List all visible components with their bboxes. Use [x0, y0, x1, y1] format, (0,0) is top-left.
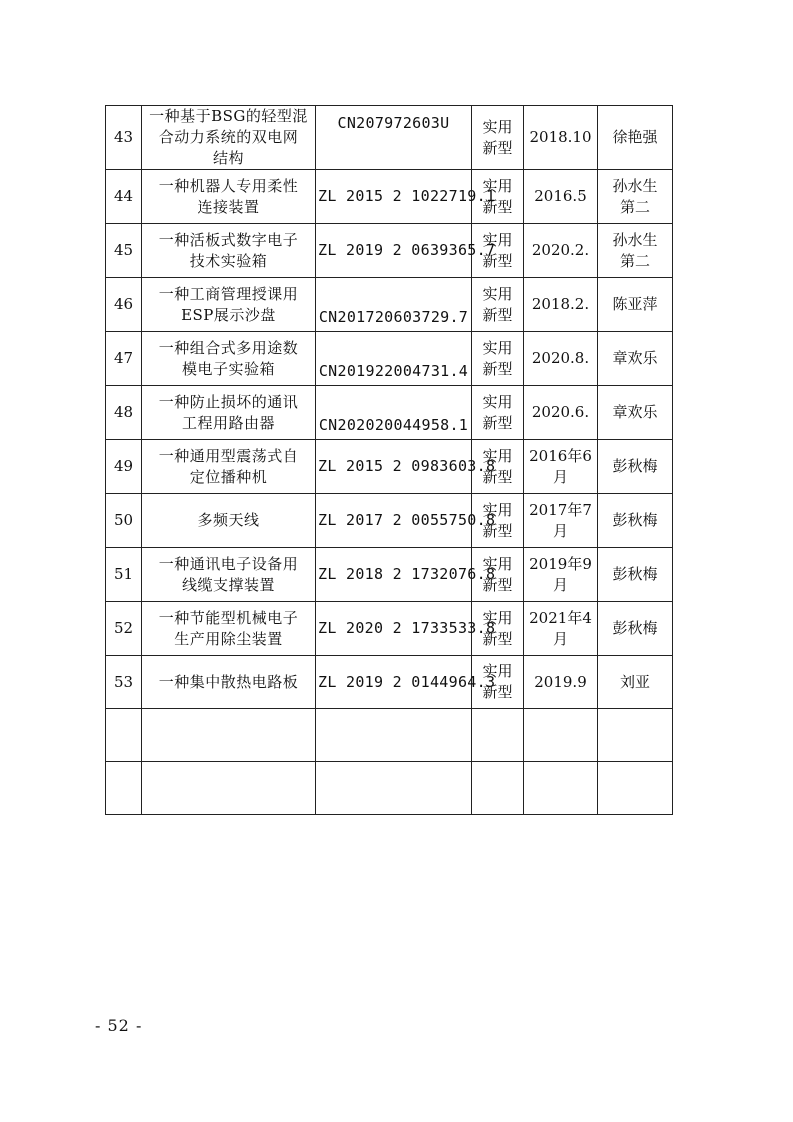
date-line: 2016年6 [529, 446, 592, 465]
table-row [106, 656, 673, 709]
type-line: 新型 [482, 629, 513, 648]
type-line: 新型 [482, 251, 513, 270]
grant-date: 2020.2. [524, 224, 598, 278]
row-number: 51 [106, 548, 142, 602]
inventor-line: 第二 [619, 197, 650, 216]
type-line: 新型 [482, 467, 513, 486]
type-line: 新型 [482, 575, 513, 594]
inventor: 陈亚萍 [598, 278, 673, 332]
table-row [106, 602, 673, 656]
table-row [106, 548, 673, 602]
type-line: 实用 [482, 392, 513, 411]
empty-cell [598, 762, 673, 815]
patent-name [142, 224, 316, 278]
table-row [106, 278, 673, 332]
patent-name [142, 656, 316, 709]
type-line: 实用 [482, 117, 513, 136]
row-number: 43 [106, 106, 142, 170]
grant-date: 2020.6. [524, 386, 598, 440]
inventor: 章欢乐 [598, 332, 673, 386]
row-number: 46 [106, 278, 142, 332]
name-line: 一种组合式多用途数 [158, 338, 299, 357]
name-line: 技术实验箱 [189, 251, 268, 270]
patent-name [142, 332, 316, 386]
type-line: 实用 [482, 446, 513, 465]
patent-number: CN201720603729.7 [316, 278, 472, 332]
empty-cell [106, 709, 142, 762]
type-line: 新型 [482, 683, 513, 701]
type-line: 新型 [482, 521, 513, 540]
name-line: 定位播种机 [189, 467, 268, 486]
inventor: 刘亚 [598, 656, 673, 709]
table-row [106, 170, 673, 224]
type-line: 新型 [482, 305, 513, 324]
empty-cell [316, 762, 472, 815]
name-line: 线缆支撑装置 [181, 575, 275, 594]
type-line: 新型 [482, 413, 513, 432]
inventor: 彭秋梅 [598, 440, 673, 494]
patent-name [142, 602, 316, 656]
row-number: 52 [106, 602, 142, 656]
type-line: 实用 [482, 662, 513, 680]
table-row [106, 224, 673, 278]
name-line: 一种通讯电子设备用 [158, 554, 299, 573]
grant-date: 2020.8. [524, 332, 598, 386]
empty-cell [106, 762, 142, 815]
empty-row [106, 709, 673, 762]
table-row [106, 386, 673, 440]
name-line: 工程用路由器 [181, 413, 275, 432]
name-line: ESP展示沙盘 [181, 305, 276, 324]
patent-name [142, 278, 316, 332]
name-line: 连接装置 [197, 197, 260, 216]
date-line: 2017年7 [529, 500, 592, 519]
type-line: 实用 [482, 554, 513, 573]
date-line: 月 [552, 467, 568, 486]
type-line: 实用 [482, 500, 513, 519]
date-line: 月 [552, 575, 568, 594]
patent-number: ZL 2015 2 0983603.8 [316, 440, 472, 494]
row-number: 50 [106, 494, 142, 548]
table-row [106, 332, 673, 386]
patent-table [105, 105, 673, 815]
patent-type [472, 278, 524, 332]
patent-number: ZL 2015 2 1022719.1 [316, 170, 472, 224]
inventor: 彭秋梅 [598, 548, 673, 602]
grant-date [524, 602, 598, 656]
name-line: 结构 [212, 149, 244, 167]
inventor: 彭秋梅 [598, 494, 673, 548]
date-line: 2019年9 [529, 554, 592, 573]
empty-cell [142, 762, 316, 815]
empty-cell [142, 709, 316, 762]
grant-date [524, 494, 598, 548]
type-line: 新型 [482, 359, 513, 378]
patent-number: ZL 2020 2 1733533.8 [316, 602, 472, 656]
patent-name [142, 106, 316, 170]
inventor: 章欢乐 [598, 386, 673, 440]
inventor [598, 224, 673, 278]
name-line: 多频天线 [197, 511, 260, 529]
row-number: 48 [106, 386, 142, 440]
type-line: 实用 [482, 284, 513, 303]
patent-name [142, 386, 316, 440]
grant-date [524, 548, 598, 602]
page-number: - 52 - [95, 1016, 143, 1035]
type-line: 新型 [482, 138, 513, 157]
type-line: 实用 [482, 176, 513, 195]
empty-cell [598, 709, 673, 762]
empty-cell [472, 709, 524, 762]
name-line: 生产用除尘装置 [174, 629, 283, 648]
name-line: 一种机器人专用柔性 [158, 176, 299, 195]
date-line: 2021年4 [529, 608, 592, 627]
patent-name [142, 440, 316, 494]
name-line: 模电子实验箱 [181, 359, 275, 378]
grant-date [524, 440, 598, 494]
patent-type [472, 332, 524, 386]
grant-date: 2019.9 [524, 656, 598, 709]
type-line: 实用 [482, 338, 513, 357]
patent-number: ZL 2019 2 0144964.3 [316, 656, 472, 709]
date-line: 月 [552, 521, 568, 540]
type-line: 新型 [482, 197, 513, 216]
inventor [598, 170, 673, 224]
inventor-line: 孙水生 [612, 230, 658, 249]
name-line: 一种基于BSG的轻型混 [149, 107, 308, 125]
table-row [106, 106, 673, 170]
patent-number: CN207972603U [316, 106, 472, 170]
inventor-line: 第二 [619, 251, 650, 270]
grant-date: 2016.5 [524, 170, 598, 224]
empty-row [106, 762, 673, 815]
type-line: 实用 [482, 608, 513, 627]
patent-number: CN201922004731.4 [316, 332, 472, 386]
grant-date: 2018.10 [524, 106, 598, 170]
empty-cell [316, 709, 472, 762]
table-row [106, 440, 673, 494]
patent-name [142, 494, 316, 548]
name-line: 合动力系统的双电网 [158, 128, 299, 146]
patent-name [142, 548, 316, 602]
patent-type [472, 386, 524, 440]
row-number: 49 [106, 440, 142, 494]
name-line: 一种节能型机械电子 [158, 608, 299, 627]
name-line: 一种通用型震荡式自 [158, 446, 299, 465]
patent-number: ZL 2017 2 0055750.8 [316, 494, 472, 548]
date-line: 月 [552, 629, 568, 648]
grant-date: 2018.2. [524, 278, 598, 332]
name-line: 一种防止损坏的通讯 [158, 392, 299, 411]
row-number: 47 [106, 332, 142, 386]
row-number: 45 [106, 224, 142, 278]
inventor: 彭秋梅 [598, 602, 673, 656]
name-line: 一种工商管理授课用 [158, 284, 299, 303]
inventor-line: 孙水生 [612, 176, 658, 195]
empty-cell [472, 762, 524, 815]
row-number: 53 [106, 656, 142, 709]
patent-number: CN202020044958.1 [316, 386, 472, 440]
empty-cell [524, 709, 598, 762]
patent-number: ZL 2018 2 1732076.8 [316, 548, 472, 602]
row-number: 44 [106, 170, 142, 224]
type-line: 实用 [482, 230, 513, 249]
table-row [106, 494, 673, 548]
patent-number: ZL 2019 2 0639365.7 [316, 224, 472, 278]
name-line: 一种集中散热电路板 [158, 672, 299, 691]
empty-cell [524, 762, 598, 815]
patent-name [142, 170, 316, 224]
name-line: 一种活板式数字电子 [158, 230, 299, 249]
patent-type [472, 106, 524, 170]
inventor: 徐艳强 [598, 106, 673, 170]
